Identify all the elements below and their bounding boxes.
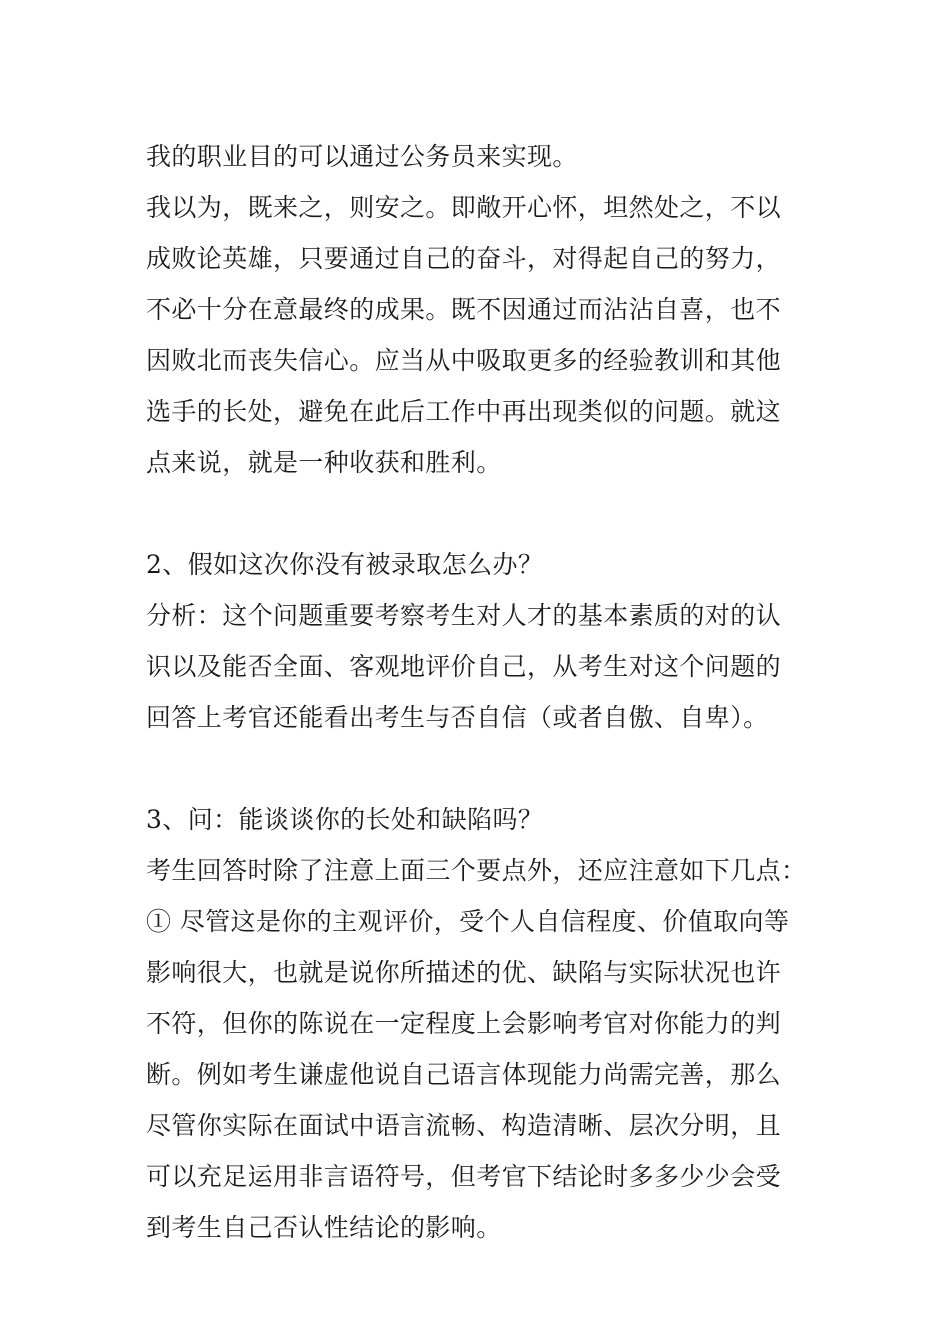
document-body — [146, 131, 812, 1253]
text-line: 影响很大，也就是说你所描述的优、缺陷与实际状况也许 — [146, 958, 782, 987]
section-question-2 — [146, 539, 812, 743]
text-line: 不符，但你的陈说在一定程度上会影响考官对你能力的判 — [146, 1009, 782, 1038]
text-line: 因败北而丧失信心。应当从中吸取更多的经验教训和其他 — [146, 346, 782, 375]
question-heading: 3、问：能谈谈你的长处和缺陷吗？ — [146, 805, 544, 834]
text-line: 可以充足运用非言语符号，但考官下结论时多多少少会受 — [146, 1162, 782, 1191]
section-question-3 — [146, 794, 812, 1253]
text-line: 不必十分在意最终的成果。既不因通过而沾沾自喜，也不 — [146, 295, 782, 324]
text-line: ① 尽管这是你的主观评价，受个人自信程度、价值取向等 — [146, 907, 790, 936]
paragraph-spacer — [146, 488, 812, 539]
text-line: 断。例如考生谦虚他说自己语言体现能力尚需完善，那么 — [146, 1060, 782, 1089]
paragraph-career-goal — [146, 131, 812, 488]
text-line: 回答上考官还能看出考生与否自信（或者自傲、自卑）。 — [146, 703, 769, 732]
text-line: 尽管你实际在面试中语言流畅、构造清晰、层次分明，且 — [146, 1111, 782, 1140]
text-line: 选手的长处，避免在此后工作中再出现类似的问题。就这 — [146, 397, 782, 426]
text-line: 考生回答时除了注意上面三个要点外，还应注意如下几点： — [146, 856, 807, 885]
paragraph-spacer — [146, 743, 812, 794]
text-line: 成败论英雄，只要通过自己的奋斗，对得起自己的努力， — [146, 244, 782, 273]
text-line: 点来说，就是一种收获和胜利。 — [146, 448, 502, 477]
text-line: 到考生自己否认性结论的影响。 — [146, 1213, 502, 1242]
text-line: 我的职业目的可以通过公务员来实现。 — [146, 142, 578, 171]
text-line: 分析：这个问题重要考察考生对人才的基本素质的对的认 — [146, 601, 782, 630]
text-line: 识以及能否全面、客观地评价自己，从考生对这个问题的 — [146, 652, 782, 681]
question-heading: 2、假如这次你没有被录取怎么办？ — [146, 550, 544, 579]
text-line: 我以为，既来之，则安之。即敞开心怀，坦然处之，不以 — [146, 193, 782, 222]
